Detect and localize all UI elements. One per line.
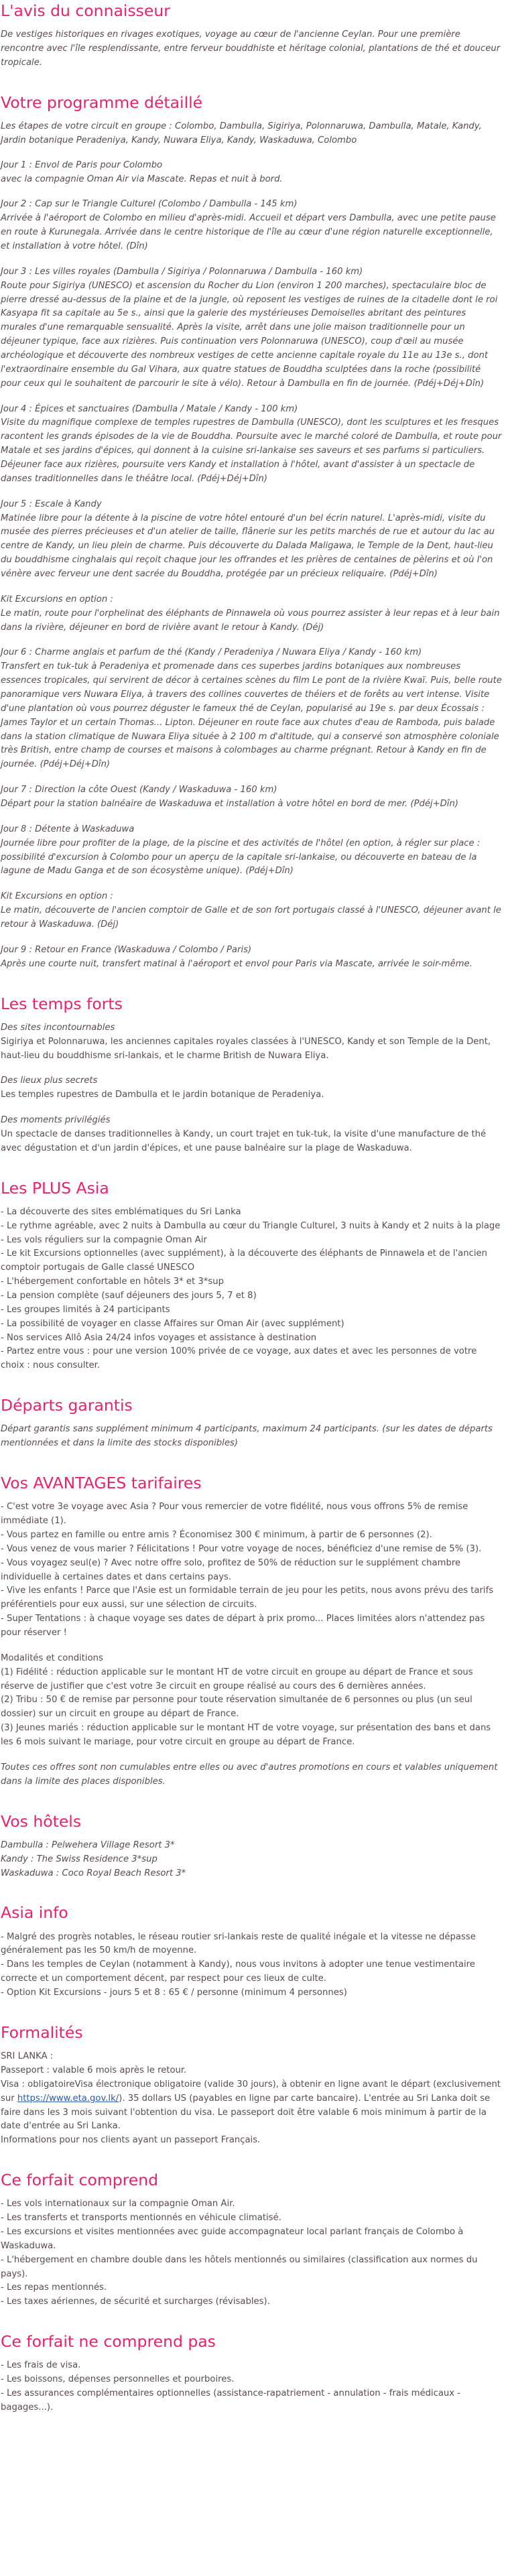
list-item: - Vive les enfants ! Parce que l'Asie est un formidable terrain de jeu pour les petits, nous avons prévu des tarifs préférentiels pour eux aussi, sur une sélection de circuits.: [1, 1586, 494, 1610]
list-item: - Vous voyagez seul(e) ? Avec notre offre solo, profitez de 50% de réduction sur le supplément chambre individuelle à certaines dates et dans certains pays.: [1, 1557, 461, 1582]
day-title: Jour 2 : Cap sur le Triangle Culturel (Colombo / Dambulla - 145 km): [1, 199, 298, 210]
excursion-option-title: Kit Excursions en option :: [1, 891, 113, 902]
temps-fort-heading: Des lieux plus secrets: [1, 1076, 98, 1086]
day-body: Visite du magnifique complexe de temples rupestres de Dambulla (UNESCO), dont les sculptures et les fresques racontent les grands épisodes de la vie de Bouddha. Poursuite avec le marché coloré de Dambulla, et route pour Matale et ses jardins d'épices, qui donnent à la cuisine sri-lankaise ses saveurs et ses parfums si particuliers. Déjeuner face aux rizières, poursuite vers Kandy et installation à l'hôtel, avant d'assister à un spectacle de danses traditionnelles dans le théâtre local. (Pdéj+Déj+Dîn): [1, 417, 502, 484]
temps-fort-heading: Des moments privilégiés: [1, 1115, 111, 1126]
comprend-list: [1, 2197, 503, 2309]
condition-item: (3) Jeunes mariés : réduction applicable sur le montant HT de votre voyage, sur présentation des bans et dans les 6 mois suivant le mariage, pour votre circuit en groupe au départ de France.: [1, 1723, 491, 1748]
list-item: - Les transferts et transports mentionnés en véhicule climatisé.: [1, 2213, 281, 2224]
formalites-block: [1, 2050, 503, 2148]
comprend-title: Ce forfait comprend: [1, 2171, 159, 2190]
temps-fort-heading: Des sites incontournables: [1, 1022, 115, 1033]
day-item: [1, 198, 503, 253]
temps-fort-group: [1, 1021, 503, 1064]
avantages-note: Toutes ces offres sont non cumulables entre elles ou avec d'autres promotions en cours et valables uniquement dans la limite des places disponibles.: [1, 1762, 498, 1787]
temps-fort-group: [1, 1074, 503, 1102]
ne-comprend-pas-list: [1, 2359, 503, 2414]
avis-title: L'avis du connaisseur: [1, 1, 170, 20]
list-item: - Vous venez de vous marier ? Félicitations ! Pour votre voyage de noces, bénéficiez d'une remise de 5% (3).: [1, 1543, 482, 1554]
day-title: Jour 7 : Direction la côte Ouest (Kandy / Waskaduwa - 160 km): [1, 785, 277, 795]
visa-text-after: ). 35 dollars US (payables en ligne par carte bancaire). L'entrée au Sri Lanka doit se faire dans les 3 mois suivant l'obtention du visa. Le passeport doit être valable 6 mois minimum à partir de la date d'entrée au Sri Lanka.: [1, 2093, 491, 2132]
hotels-title: Vos hôtels: [1, 1811, 82, 1831]
formalites-passport: Passeport : valable 6 mois après le retour.: [1, 2065, 187, 2075]
day-item: [1, 403, 503, 487]
avantages-title: Vos AVANTAGES tarifaires: [1, 1474, 202, 1493]
day-title: Jour 5 : Escale à Kandy: [1, 499, 102, 509]
list-item: - Les taxes aériennes, de sécurité et surcharges (révisables).: [1, 2297, 270, 2307]
list-item: - Option Kit Excursions - jours 5 et 8 : 65 € / personne (minimum 4 personnes): [1, 1988, 347, 1998]
formalites-visa: [1, 2078, 503, 2134]
ne-comprend-pas-title: Ce forfait ne comprend pas: [1, 2332, 216, 2352]
day-item: [1, 265, 503, 391]
excursion-option: [1, 890, 503, 932]
departs-section: [1, 1396, 503, 1451]
day-body: Route pour Sigiriya (UNESCO) et ascension du Rocher du Lion (environ 1 200 marches), spectaculaire bloc de pierre dressé au-dessus de la plaine et de la jungle, où reposent les vestiges de ruines de la citadelle dont le roi Kasyapa fit sa capitale au 5e s., ainsi que la galerie des mystérieuses Demoiselles abritant des peintures murales d'une remarquable sensualité. Après la visite, arrêt dans une jolie maison traditionnelle pour un déjeuner typique, face aux rizières. Puis continuation vers Polonnaruwa (UNESCO), coup d'œil au musée archéologique et découverte des nombreux vestiges de cette ancienne capitale royale du 11e au 13e s., dont l'extraordinaire ensemble du Gal Vihara, aux quatre statues de Bouddha sculptées dans la roche (possibilité pour ceux qui le souhaitent de parcourir le site à vélo). Retour à Dambulla en fin de journée. (Pdéj+Déj+Dîn): [1, 280, 498, 389]
list-item: - La pension complète (sauf déjeuners des jours 5, 7 et 8): [1, 1291, 257, 1301]
list-item: - L'hébergement confortable en hôtels 3* et 3*sup: [1, 1277, 224, 1287]
avis-text: De vestiges historiques en rivages exotiques, voyage au cœur de l'ancienne Ceylan. Pour une première rencontre avec l'île resplendissante, entre ferveur bouddhiste et héritage colonial, plantations de thé et douceur tropicale.: [1, 29, 501, 68]
hotel-item: Waskaduwa : Coco Royal Beach Resort 3*: [1, 1868, 186, 1878]
comprend-section: [1, 2171, 503, 2309]
temps-fort-text: Un spectacle de danses traditionnelles à Kandy, un court trajet en tuk-tuk, la visite d'une manufacture de thé avec dégustation et d'un jardin d'épices, et une pause balnéaire sur la plage de Waskaduwa.: [1, 1129, 487, 1153]
day-item: [1, 823, 503, 879]
day-body: Arrivée à l'aéroport de Colombo en milieu d'après-midi. Accueil et départ vers Dambulla, avec une petite pause en route à Kurunegala. Arrivée dans le centre historique de l'île au cœur d'une région naturelle exceptionnelle, et installation à votre hôtel. (Dîn): [1, 213, 496, 251]
list-item: - Malgré des progrès notables, le réseau routier sri-lankais reste de qualité inégale et la vitesse ne dépasse généralement pas les 50 km/h de moyenne.: [1, 1931, 476, 1956]
list-item: - Dans les temples de Ceylan (notamment à Kandy), nous vous invitons à adopter une tenue vestimentaire correcte et un comportement décent, par respect pour ces lieux de culte.: [1, 1959, 475, 1984]
day-item: [1, 944, 503, 972]
list-item: - Les boissons, dépenses personnelles et pourboires.: [1, 2374, 235, 2385]
list-item: - La possibilité de voyager en classe Affaires sur Oman Air (avec supplément): [1, 1318, 344, 1329]
programme-title: Votre programme détaillé: [1, 92, 203, 112]
list-item: - Les repas mentionnés.: [1, 2282, 107, 2293]
conditions-title: Modalités et conditions: [1, 1653, 103, 1663]
day-item: [1, 498, 503, 582]
conditions-block: [1, 1652, 503, 1750]
day-title: Jour 6 : Charme anglais et parfum de thé (Kandy / Peradeniya / Nuwara Eliya / Kandy - 160 km): [1, 647, 422, 658]
formalites-note: Informations pour nos clients ayant un passeport Français.: [1, 2135, 261, 2146]
list-item: - Le kit Excursions optionnelles (avec supplément), à la découverte des éléphants de Pinnawela et de l'ancien comptoir portugais de Galle classé UNESCO: [1, 1248, 487, 1273]
asia-info-title: Asia info: [1, 1903, 68, 1923]
list-item: - Le rythme agréable, avec 2 nuits à Dambulla au cœur du Triangle Culturel, 3 nuits à Kandy et 2 nuits à la plage: [1, 1220, 501, 1231]
condition-item: (2) Tribu : 50 € de remise par personne pour toute réservation simultanée de 6 personnes ou plus (un seul dossier) sur un circuit en groupe au départ de France.: [1, 1695, 472, 1720]
list-item: - Les vols internationaux sur la compagnie Oman Air.: [1, 2199, 235, 2209]
visa-text-before: Visa : obligatoireVisa électronique obligatoire (valide 30 jours), à obtenir en ligne avant le départ (exclusivement sur: [1, 2079, 501, 2104]
hotel-item: Dambulla : Pelwehera Village Resort 3*: [1, 1840, 175, 1850]
avantages-section: [1, 1474, 503, 1789]
list-item: - L'hébergement en chambre double dans les hôtels mentionnés ou similaires (classification aux normes du pays).: [1, 2254, 478, 2279]
temps-forts-section: [1, 994, 503, 1156]
excursion-option-title: Kit Excursions en option :: [1, 594, 113, 604]
avis-section: [1, 1, 503, 70]
list-item: - Les vols réguliers sur la compagnie Oman Air: [1, 1234, 207, 1245]
plus-asia-section: [1, 1179, 503, 1374]
hotel-item: Kandy : The Swiss Residence 3*sup: [1, 1854, 157, 1864]
list-item: - Les assurances complémentaires optionnelles (assistance-rapatriement - annulation - frais médicaux - bagages...).: [1, 2388, 461, 2412]
programme-section: [1, 93, 503, 972]
day-item: [1, 159, 503, 187]
list-item: - C'est votre 3e voyage avec Asia ? Pour vous remercier de votre fidélité, nous vous offrons 5% de remise immédiate (1).: [1, 1502, 468, 1527]
departs-title: Départs garantis: [1, 1396, 133, 1415]
ne-comprend-pas-section: [1, 2332, 503, 2415]
day-title: Jour 8 : Détente à Waskaduwa: [1, 824, 135, 834]
list-item: - Vous partez en famille ou entre amis ? Économisez 300 € minimum, à partir de 6 personnes (2).: [1, 1530, 432, 1541]
day-item: [1, 783, 503, 812]
day-title: Jour 1 : Envol de Paris pour Colombo: [1, 159, 163, 170]
day-body: avec la compagnie Oman Air via Mascate. Repas et nuit à bord.: [1, 174, 283, 184]
day-body: Transfert en tuk-tuk à Peradeniya et promenade dans ces superbes jardins botaniques aux nombreuses essences tropicales, qui servirent de décor à certaines scènes du film Le pont de la rivière Kwaï. Puis, belle route panoramique vers Nuwara Eliya, à travers des collines couvertes de théiers et de forêts au vert intense. Visite d'une plantation où vous pourrez déguster le fameux thé de Ceylan, popularisé au 19e s. par deux Écossais : James Taylor et un certain Thomas... Lipton. Déjeuner en route face aux chutes d'eau de Ramboda, puis balade dans la station climatique de Nuwara Eliya située à 2 100 m d'altitude, qui a conservé son atmosphère coloniale très British, entre champ de courses et maisons à colombages au charme prégnant. Retour à Kandy en fin de journée. (Pdéj+Déj+Dîn): [1, 661, 502, 770]
day-title: Jour 9 : Retour en France (Waskaduwa / Colombo / Paris): [1, 944, 252, 955]
temps-fort-text: Sigiriya et Polonnaruwa, les anciennes capitales royales classées à l'UNESCO, Kandy et son Temple de la Dent, haut-lieu du bouddhisme sri-lankais, et le charme British de Nuwara Eliya.: [1, 1036, 491, 1061]
hotels-list: [1, 1839, 503, 1881]
list-item: - Nos services Allô Asia 24/24 infos voyages et assistance à destination: [1, 1332, 317, 1343]
formalites-country: SRI LANKA :: [1, 2051, 54, 2062]
temps-fort-text: Les temples rupestres de Dambulla et le jardin botanique de Peradeniya.: [1, 1090, 324, 1100]
asia-info-section: [1, 1903, 503, 2000]
programme-intro: Les étapes de votre circuit en groupe : Colombo, Dambulla, Sigiriya, Polonnaruwa, Dambulla, Matale, Kandy, Jardin botanique Peradeniya, Kandy, Nuwara Eliya, Kandy, Waskaduwa, Colombo: [1, 121, 482, 145]
list-item: - Les frais de visa.: [1, 2360, 81, 2371]
temps-fort-group: [1, 1114, 503, 1156]
excursion-option-body: Le matin, route pour l'orphelinat des éléphants de Pinnawela où vous pourrez assister à leur repas et à leur bain dans la rivière, déjeuner en bord de rivière avant le retour à Kandy. (Déj): [1, 608, 500, 633]
formalites-title: Formalités: [1, 2022, 83, 2042]
day-title: Jour 3 : Les villes royales (Dambulla / Sigiriya / Polonnaruwa / Dambulla - 160 km): [1, 266, 363, 277]
plus-asia-list: [1, 1206, 503, 1373]
list-item: - Partez entre vous : pour une version 100% privée de ce voyage, aux dates et avec les personnes de votre choix : nous consulter.: [1, 1346, 477, 1371]
temps-forts-title: Les temps forts: [1, 994, 123, 1013]
departs-text: Départ garantis sans supplément minimum 4 participants, maximum 24 participants. (sur les dates de départs mentionnées et dans la limite des stocks disponibles): [1, 1424, 493, 1449]
plus-asia-title: Les PLUS Asia: [1, 1178, 109, 1198]
list-item: - Les groupes limités à 24 participants: [1, 1304, 170, 1315]
hotels-section: [1, 1812, 503, 1881]
excursion-option-body: Le matin, découverte de l'ancien comptoir de Galle et de son fort portugais classé à l'UNESCO, déjeuner avant le retour à Waskaduwa. (Déj): [1, 905, 501, 930]
day-body: Départ pour la station balnéaire de Waskaduwa et installation à votre hôtel en bord de mer. (Pdéj+Dîn): [1, 799, 458, 810]
day-title: Jour 4 : Épices et sanctuaires (Dambulla / Matale / Kandy - 100 km): [1, 403, 298, 414]
day-body: Matinée libre pour la détente à la piscine de votre hôtel entouré d'un bel écrin naturel. L'après-midi, visite du musée des pierres précieuses et d'un atelier de taille, flânerie sur les petits marchés de rue et autour du lac au centre de Kandy, un lieu plein de charme. Puis découverte du Dalada Maligawa, le Temple de la Dent, haut-lieu du bouddhisme cinghalais qui reçoit chaque jour les offrandes et les prières de centaines de pèlerins et où l'on vénère avec ferveur une dent sacrée du Bouddha, protégée par un précieux reliquaire. (Pdéj+Dîn): [1, 513, 495, 580]
eta-visa-link[interactable]: https://www.eta.gov.lk/: [17, 2093, 119, 2104]
avantages-list: [1, 1500, 503, 1640]
excursion-option: [1, 593, 503, 635]
asia-info-list: [1, 1931, 503, 2000]
list-item: - Super Tentations : à chaque voyage ses dates de départ à prix promo... Places limitées alors n'attendez pas pour réserver !: [1, 1614, 485, 1638]
day-body: Journée libre pour profiter de la plage, de la piscine et des activités de l'hôtel (en option, à régler sur place : possibilité d'excursion à Colombo pour un aperçu de la capitale sri-lankaise, ou découverte en bateau de la lagune de Madu Ganga et de son écosystème unique). (Pdéj+Dîn): [1, 838, 481, 877]
day-item: [1, 646, 503, 772]
condition-item: (1) Fidélité : réduction applicable sur le montant HT de votre circuit en groupe au départ de France et sous réserve de justifier que c'est votre 3e circuit en groupe réalisé au cours des 6 dernières années.: [1, 1667, 473, 1691]
formalites-section: [1, 2023, 503, 2148]
list-item: - Les excursions et visites mentionnées avec guide accompagnateur local parlant français de Colombo à Waskaduwa.: [1, 2226, 464, 2251]
day-body: Après une courte nuit, transfert matinal à l'aéroport et envol pour Paris via Mascate, arrivée le soir-même.: [1, 958, 472, 969]
list-item: - La découverte des sites emblématiques du Sri Lanka: [1, 1206, 241, 1217]
